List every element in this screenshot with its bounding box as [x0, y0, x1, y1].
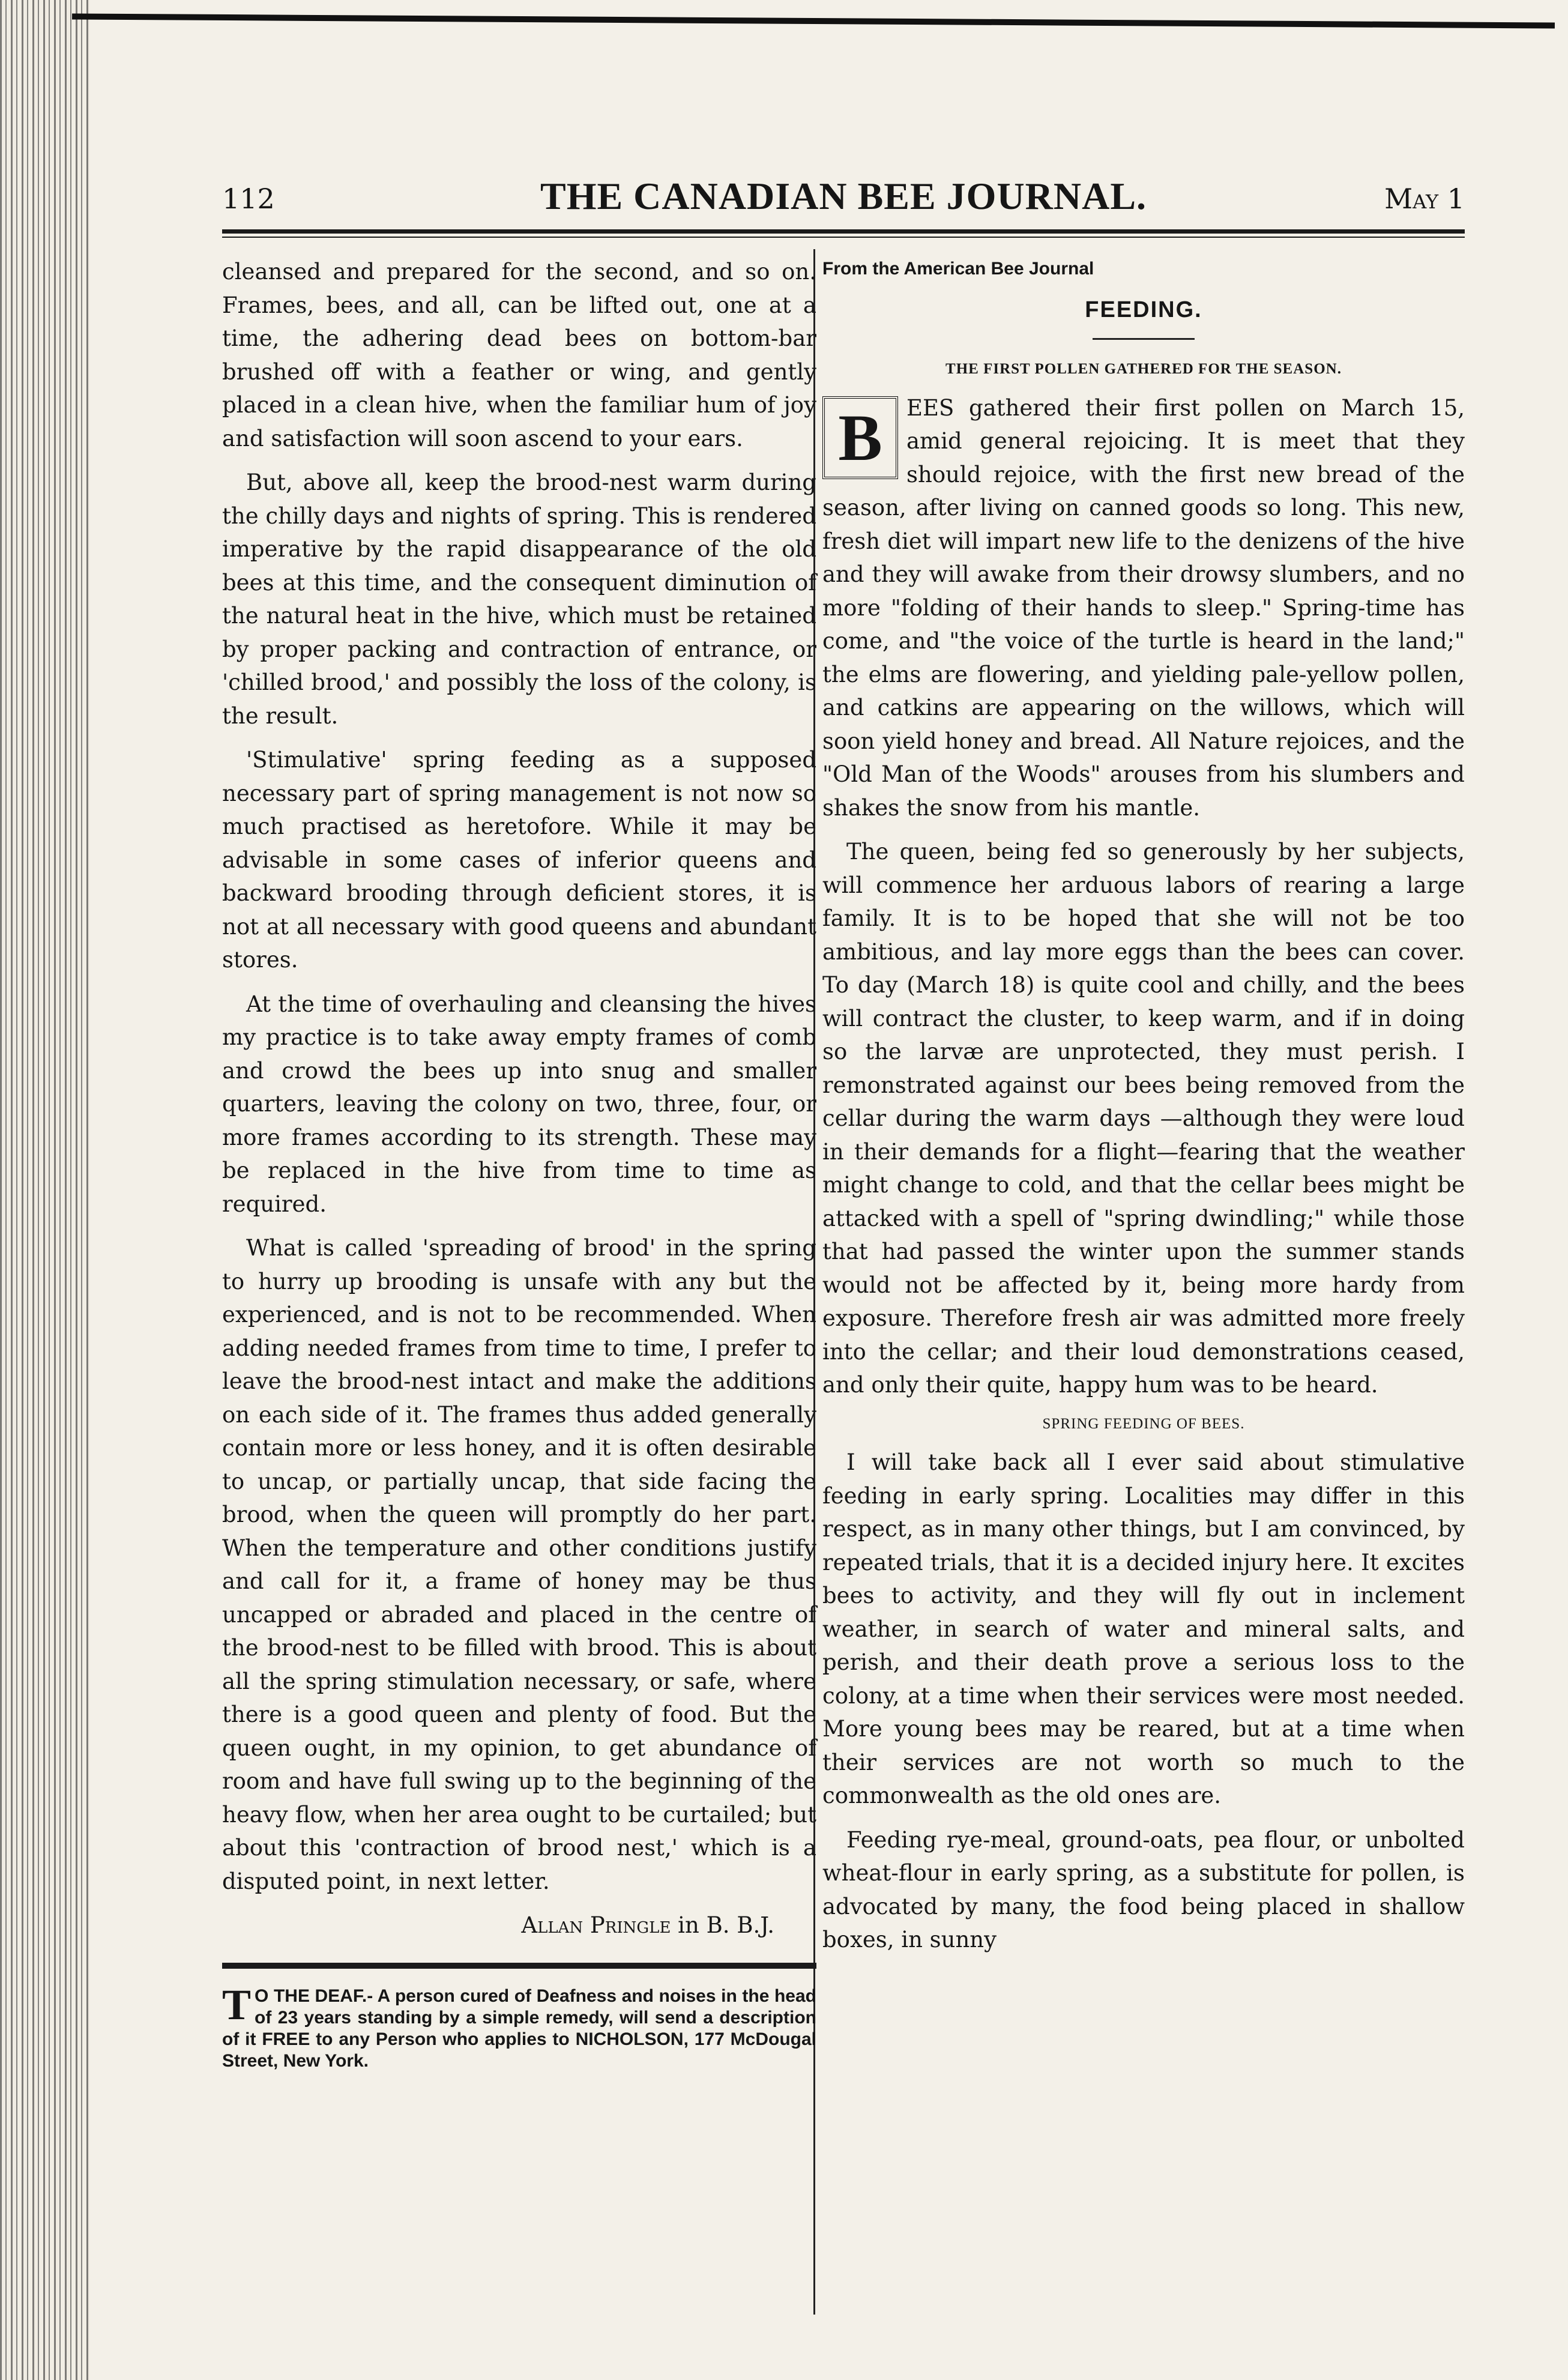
page-header — [222, 174, 1465, 222]
author-source: in B. B.J. — [671, 1912, 774, 1938]
article-paragraph: cleansed and prepared for the second, and so on. Frames, bees, and all, can be lifted out, one at a time, the adhering dead bees on bottom-bar brushed off with a feather or wing, and gently placed in a clean hive, when the familiar hum of joy and satisfaction will soon ascend to your ears. — [222, 259, 816, 452]
subheading-spring-feeding: SPRING FEEDING OF BEES. — [1042, 1415, 1245, 1432]
article-signature — [222, 1909, 816, 1942]
paragraph-text: EES gathered their first pollen on March 15, amid general rejoicing. It is meet that they should rejoice, with the first new bread of the season, after living on canned goods so long. This new, fresh diet will impart new life to the denizens of the hive and they will awake from their drowsy slumbers, and no more "folding of their hands to sleep." Spring-time has come, and "the voice of the turtle is heard in the land;" the elms are flowering, and yielding pale-yellow pollen, and catkins are appearing on the willows, which will soon yield honey and bread. All Nature rejoices, and the "Old Man of the Woods" arouses from his slumbers and shakes the snow from his mantle. — [822, 394, 1465, 821]
journal-title: THE CANADIAN BEE JOURNAL. — [540, 175, 1147, 217]
drop-cap-letter: B — [822, 396, 898, 479]
article-paragraph: 'Stimulative' spring feeding as a supposed necessary part of spring management is not now so much practised as heretofore. While it may be advisable in some cases of inferior queens and backward brooding through deficient stores, it is not at all necessary with good queens and abundant stores. — [222, 747, 816, 973]
article-headline: FEEDING. — [1085, 297, 1202, 322]
journal-page — [222, 174, 1465, 2312]
headline-rule — [1093, 338, 1195, 340]
page-number: 112 — [222, 183, 275, 215]
article-paragraph — [822, 391, 1465, 825]
right-column — [822, 255, 1465, 1968]
issue-date: May 1 — [1384, 183, 1465, 215]
article-paragraph: At the time of overhauling and cleansing the hives my practice is to take away empty frames of comb and crowd the bees up into snug and smaller quarters, leaving the colony on two, three, four, or more frames according to its strength. These may be replaced in the hive from time to time as required. — [222, 991, 816, 1217]
left-column — [222, 255, 816, 2072]
subheading-first-pollen: THE FIRST POLLEN GATHERED FOR THE SEASON. — [945, 361, 1342, 377]
article-paragraph: The queen, being fed so generously by her subjects, will commence her arduous labors of rearing a large family. It is to be hoped that she will not be too ambitious, and lay more eggs than the bees can cover. To day (March 18) is quite cool and chilly, and the bees will contract the cluster, to keep warm, and if in doing so the larvæ are unprotected, they must perish. I remonstrated against our bees being removed from the cellar during the warm days —although they were loud in their demands for a flight—fearing that the weather might change to cold, and that the cellar bees might be attacked with a spell of "spring dwindling;" while those that had passed the winter upon the summer stands would not be affected by it, being more hardy from exposure. Therefore fresh air was admitted more freely into the cellar; and their loud demonstrations ceased, and only their quite, happy hum was to be heard. — [822, 839, 1465, 1398]
ad-text: O THE DEAF.- A person cured of Deafness and noises in the head of 23 years standing by a simple remedy, will send a description of it FREE to any Person who applies to NICHOLSON, 177 McDougal Street, New York. — [222, 1986, 816, 2071]
deafness-advertisement — [222, 1980, 816, 2072]
article-paragraph: What is called 'spreading of brood' in the spring to hurry up brooding is unsafe with any but the experienced, and is not to be recommended. When adding needed frames from time to time, I prefer to leave the brood-nest intact and make the additions on each side of it. The frames thus added generally contain more or less honey, and it is often desirable to uncap, or partially uncap, that side facing the brood, when the queen will promptly do her part. When the temperature and other conditions justify and call for it, a frame of honey may be thus uncapped or abraded and placed in the centre of the brood-nest to be filled with brood. This is about all the spring stimulation necessary, or safe, where there is a good queen and plenty of food. But the queen ought, in my opinion, to get abundance of room and have full swing up to the beginning of the heavy flow, when her area ought to be curtailed; but about this 'contraction of brood nest,' which is a disputed point, in next letter. — [222, 1235, 816, 1894]
scan-top-edge — [72, 13, 1555, 28]
header-rule-thin — [222, 237, 1465, 238]
section-separator — [222, 1963, 816, 1969]
scan-margin-shadow — [0, 0, 90, 2380]
article-paragraph: But, above all, keep the brood-nest warm during the chilly days and nights of spring. This is rendered imperative by the rapid disappearance of the old bees at this time, and the consequent diminution of the natural heat in the hive, which must be retained by proper packing and contraction of entrance, or 'chilled brood,' and possibly the loss of the colony, is the result. — [222, 470, 816, 729]
article-paragraph: Feeding rye-meal, ground-oats, pea flour, or unbolted wheat-flour in early spring, as a substitute for pollen, is advocated by many, the food being placed in shallow boxes, in sunny — [822, 1826, 1465, 1953]
ad-drop-letter: T — [222, 1980, 252, 2029]
article-paragraph: I will take back all I ever said about stimulative feeding in early spring. Localities may differ in this respect, as in many other things, but I am convinced, by repeated trials, that it is a decided injury here. It excites bees to activity, and they will fly out in inclement weather, in search of water and mineral salts, and perish, and their death prove a serious loss to the colony, at a time when their services were most needed. More young bees may be reared, but at a time when their services are not worth so much to the commonwealth as the old ones are. — [822, 1449, 1465, 1808]
article-source: From the American Bee Journal — [822, 259, 1094, 279]
author-name: Allan Pringle — [521, 1912, 671, 1938]
header-rule — [222, 229, 1465, 234]
